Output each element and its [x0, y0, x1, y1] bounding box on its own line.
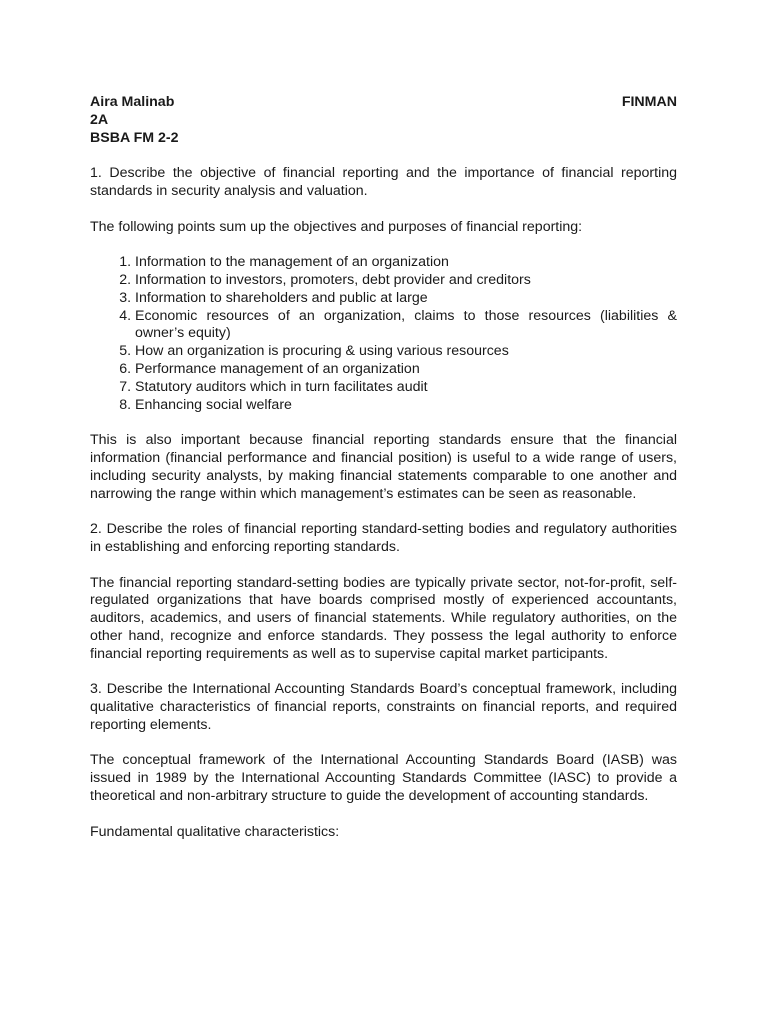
list-item: 3. Information to shareholders and public at large — [135, 290, 677, 308]
header-row — [90, 94, 677, 112]
list-item: 6. Performance management of an organization — [135, 361, 677, 379]
author-name: Aira Malinab — [90, 94, 175, 110]
question-1-answer: This is also important because financial reporting standards ensure that the financial information (financial performance and financial position) is useful to a wide range of users, including security analysts, by making financial statements comparable to one another and narrowing the range within which management’s estimates can be seen as reasonable. — [90, 432, 677, 502]
section-code: 2A — [90, 111, 109, 128]
list-item: 8. Enhancing social welfare — [135, 397, 677, 415]
list-item: 5. How an organization is procuring & using various resources — [135, 343, 677, 361]
question-3-answer: The conceptual framework of the International Accounting Standards Board (IASB) was issued in 1989 by the International Accounting Standards Committee (IASC) to provide a theoretical and non-arbitrary structure to guide the development of accounting standards. — [90, 752, 677, 805]
question-2: 2. Describe the roles of financial reporting standard-setting bodies and regulatory authorities in establishing and enforcing reporting standards. — [90, 521, 677, 555]
question-2-answer: The financial reporting standard-setting bodies are typically private sector, not-for-profit, self-regulated organizations that have boards comprised mostly of experienced accountants, auditors, academics, and users of financial statements. While regulatory authorities, on the other hand, recognize and enforce standards. They possess the legal authority to enforce financial reporting requirements as well as to supervise capital market participants. — [90, 574, 677, 662]
objectives-list — [90, 254, 677, 414]
course-section: BSBA FM 2-2 — [90, 129, 179, 146]
subject-label: FINMAN — [621, 94, 677, 110]
question-1-intro: The following points sum up the objectives and purposes of financial reporting: — [90, 218, 583, 235]
list-item: 1. Information to the management of an organization — [135, 254, 677, 272]
list-item: 2. Information to investors, promoters, debt provider and creditors — [135, 272, 677, 290]
list-item: 4. Economic resources of an organization, claims to those resources (liabilities & owner’s equity) — [135, 308, 677, 344]
fundamental-heading: Fundamental qualitative characteristics: — [90, 823, 340, 840]
question-1: 1. Describe the objective of financial reporting and the importance of financial reporting standards in security analysis and valuation. — [90, 165, 677, 199]
document-content — [90, 94, 677, 859]
question-3: 3. Describe the International Accounting Standards Board’s conceptual framework, including qualitative characteristics of financial reports, constraints on financial reports, and required reporting elements. — [90, 681, 677, 733]
list-item: 7. Statutory auditors which in turn facilitates audit — [135, 379, 677, 397]
